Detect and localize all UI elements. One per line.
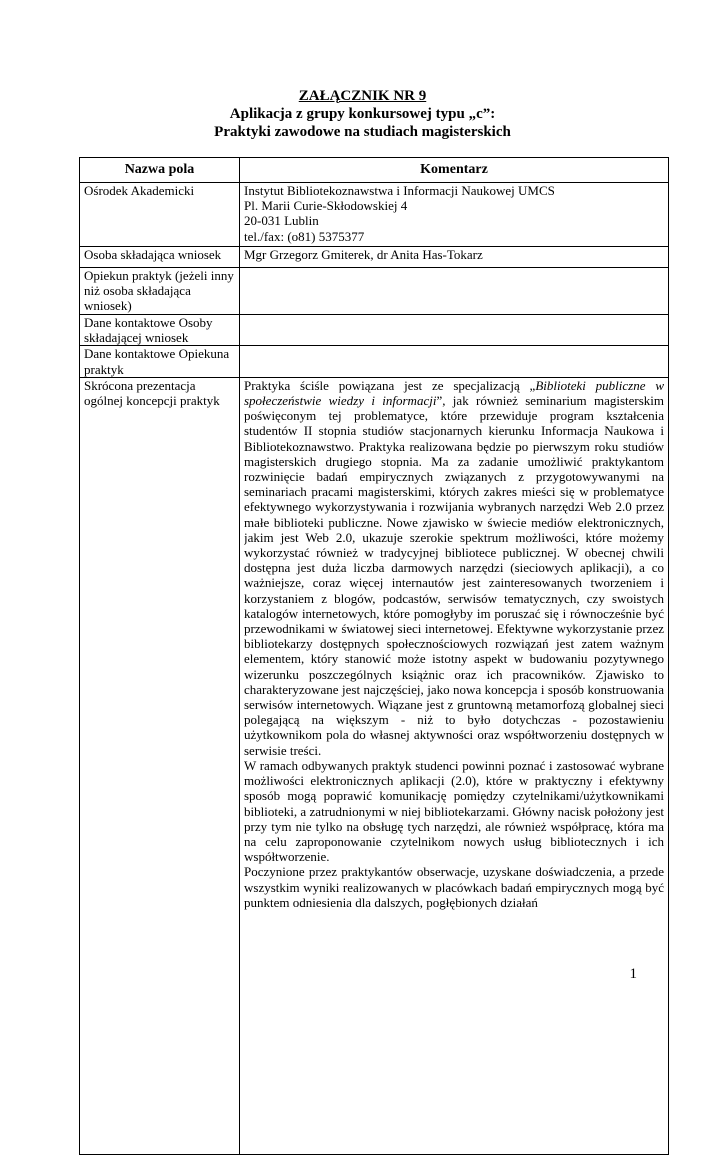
row-label-applicant: Osoba składająca wniosek bbox=[80, 247, 240, 268]
address-line: Instytut Bibliotekoznawstwa i Informacji Naukowej UMCS bbox=[244, 183, 555, 198]
col-header-field-name: Nazwa pola bbox=[80, 158, 240, 183]
row-label-concept: Skrócona prezentacja ogólnej koncepcji praktyk bbox=[80, 377, 240, 1154]
concept-paragraph-2: W ramach odbywanych praktyk studenci powinni poznać i zastosować wybrane możliwości elektronicznych aplikacji (2.0), które w praktyczny i efektywny sposób mogą poprawić komunikację pomiędzy czytelnikami/użytkownikami biblioteki, a zatrudnionymi w niej bibliotekarzami. Główny nacisk położony jest przy tym nie tylko na obsługę tych narzędzi, ale również współpracę, która ma na celu zaproponowanie czytelnikom nowych usług bibliotecznych i ich współtworzenie. bbox=[244, 757, 664, 865]
table-row bbox=[80, 183, 669, 247]
application-table bbox=[79, 157, 669, 1155]
row-value-supervisor-contact bbox=[240, 346, 669, 377]
table-header-row bbox=[80, 158, 669, 183]
table-row bbox=[80, 315, 669, 346]
concept-paragraph-1: Praktyka ściśle powiązana jest ze specjalizacją „Biblioteki publiczne w społeczeństwie wiedzy i informacji”, jak również seminarium magisterskim poświęconym tej problematyce, które przewiduje program kształcenia studentów II stopnia studiów stacjonarnych kierunku Informacja Naukowa i Bibliotekoznawstwo. Praktyka realizowana będzie po pierwszym roku studiów magisterskich drugiego stopnia. Ma za zadanie umożliwić praktykantom rozwinięcie badań empirycznych związanych z przygotowywanymi na seminariach pracami magisterskimi, których zakres mieści się w problematyce efektywnego wykorzystywania i rozwijania wybranych narzędzi Web 2.0 przez małe biblioteki publiczne. Nowe zjawisko w świecie mediów elektronicznych, jakim jest Web 2.0, ukazuje szerokie spektrum możliwości, które możemy wykorzystać również w tradycyjnej bibliotece publicznej. W obecnej chwili dostępna jest duża liczba darmowych narzędzi (sieciowych aplikacji), a co ważniejsze, coraz więcej internautów jest zainteresowanych tworzeniem i korzystaniem z blogów, podcastów, serwisów tematycznych, czy swoistych katalogów internetowych, które pomogłyby im poruszać się i równocześnie być przewodnikami w światowej sieci internetowej. Efektywne wykorzystanie przez bibliotekarzy dostępnych społecznościowych rozwiązań jest zatem ważnym elementem, który stanowić może istotny aspekt w budowaniu pozytywnego wizerunku poszczególnych książnic oraz ich pracowników. Zjawisko to charakteryzowane jest najczęściej, jako nowa koncepcja i sposób konstruowania serwisów internetowych. Wiązane jest z gruntowną metamorfozą globalnej sieci polegającą na większym - niż to było dotychczas - pozostawieniu użytkownikom pola do własnej aktywności oraz współtworzeniu dostępnych w serwisie treści. bbox=[244, 377, 664, 758]
row-value-applicant: Mgr Grzegorz Gmiterek, dr Anita Has-Tokarz bbox=[240, 247, 669, 268]
table-row bbox=[80, 346, 669, 377]
row-value-supervisor bbox=[240, 268, 669, 315]
table-row bbox=[80, 268, 669, 315]
concept-paragraph-3: Poczynione przez praktykantów obserwacje, uzyskane doświadczenia, a przede wszystkim wyniki realizowanych w placówkach badań empirycznych mogą być punktem odniesienia dla dalszych, pogłębionych działań bbox=[244, 864, 664, 910]
program-title: Praktyki zawodowe na studiach magisterskich bbox=[214, 124, 511, 140]
table-row bbox=[80, 377, 669, 1154]
table-row bbox=[80, 247, 669, 268]
row-value-concept bbox=[240, 377, 669, 1154]
row-label-supervisor: Opiekun praktyk (jeżeli inny niż osoba składająca wniosek) bbox=[80, 268, 240, 315]
row-value-osrodek bbox=[240, 183, 669, 247]
application-type-title: Aplikacja z grupy konkursowej typu „c”: bbox=[229, 106, 496, 122]
address-line: 20-031 Lublin bbox=[244, 213, 319, 229]
row-value-applicant-contact bbox=[240, 315, 669, 346]
annex-title: ZAŁĄCZNIK NR 9 bbox=[298, 88, 427, 104]
row-label-osrodek: Ośrodek Akademicki bbox=[80, 183, 240, 247]
address-line: Pl. Marii Curie-Skłodowskiej 4 bbox=[244, 198, 408, 214]
row-label-applicant-contact: Dane kontaktowe Osoby składającej wniosek bbox=[80, 315, 240, 346]
page-number: 1 bbox=[629, 966, 637, 982]
row-label-supervisor-contact: Dane kontaktowe Opiekuna praktyk bbox=[80, 346, 240, 377]
specialization-name: Biblioteki publiczne w społeczeństwie wiedzy i informacji bbox=[244, 377, 664, 409]
address-line: tel./fax: (o81) 5375377 bbox=[244, 228, 365, 244]
col-header-comment: Komentarz bbox=[240, 158, 669, 183]
